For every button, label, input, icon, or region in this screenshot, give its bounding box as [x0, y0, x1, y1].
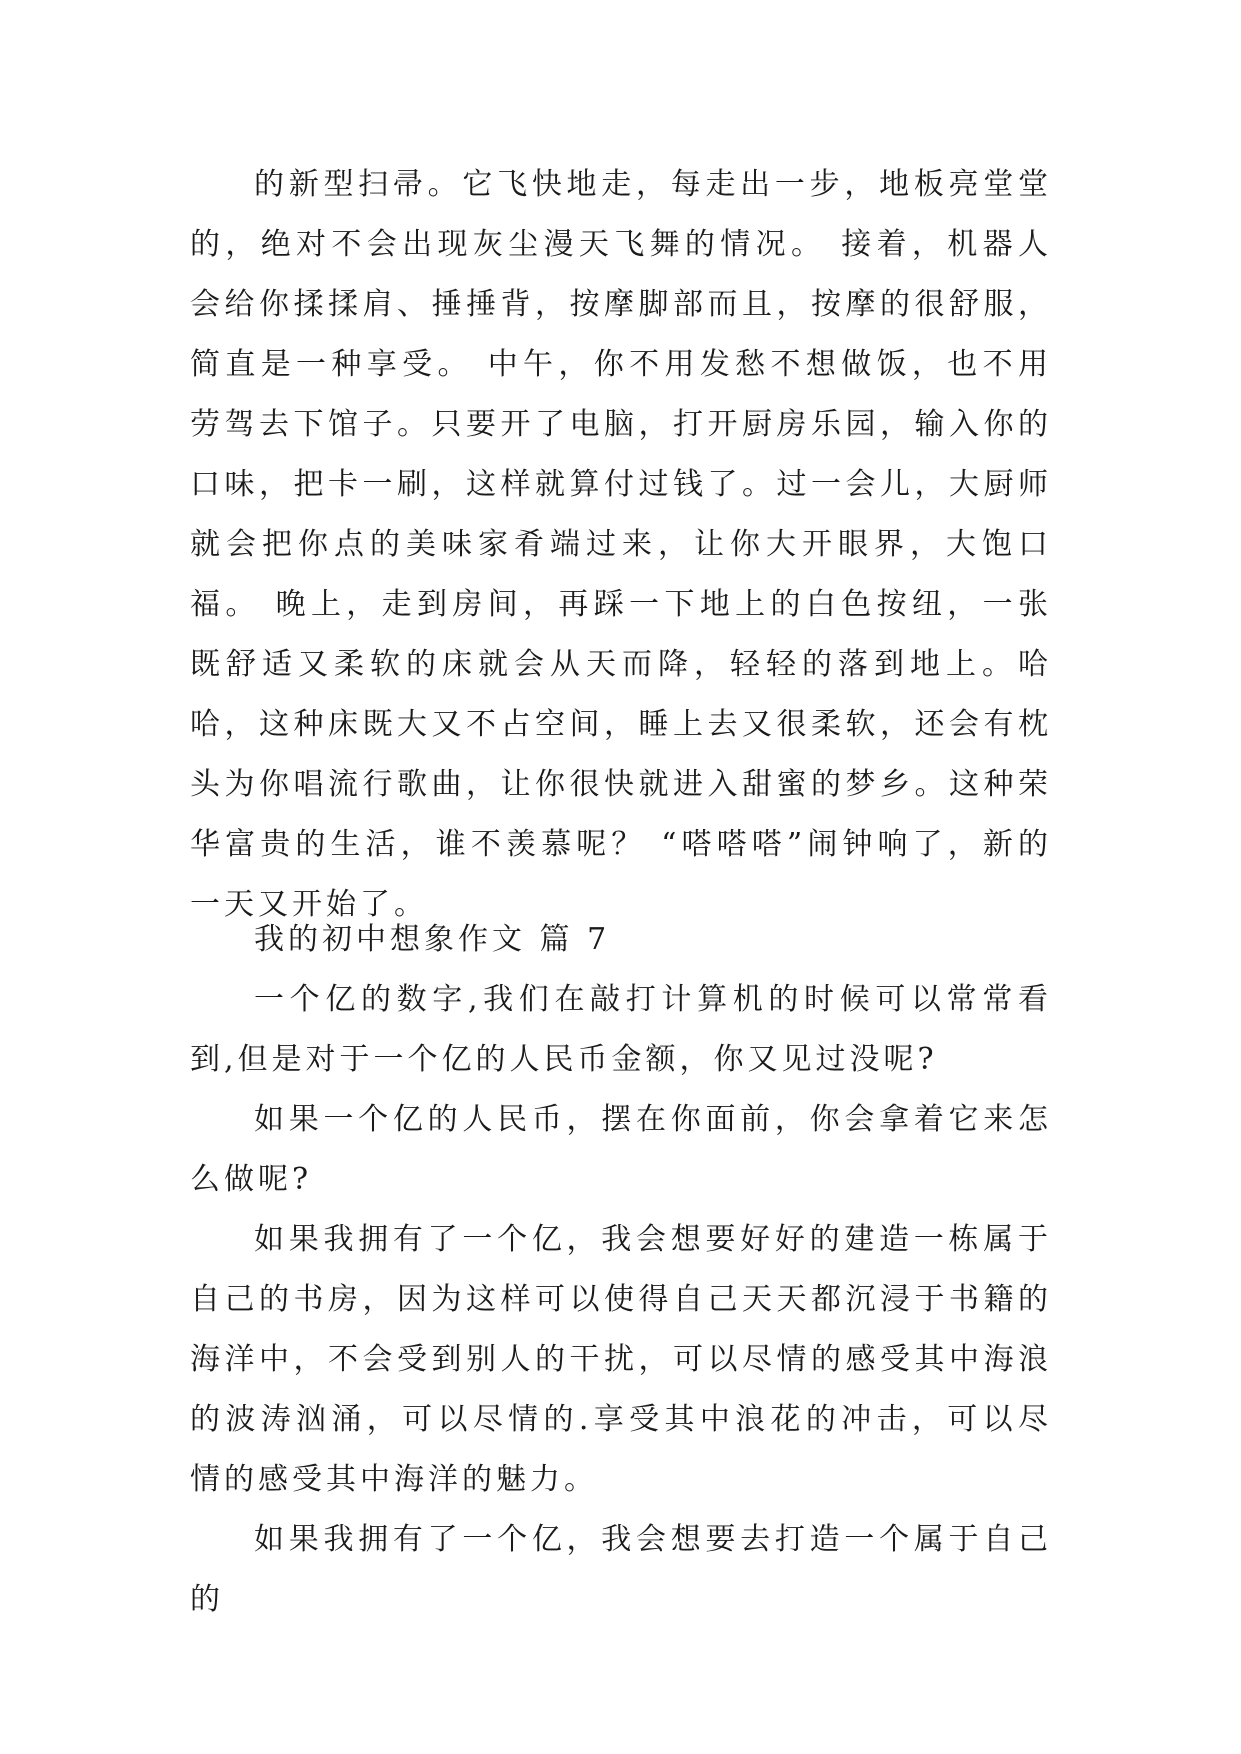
paragraph-3: 如果我拥有了一个亿，我会想要好好的建造一栋属于自己的书房，因为这样可以使得自己天天都沉浸于书籍的海洋中，不会受到别人的干扰，可以尽情的感受其中海浪的波涛汹涌，可以尽情的.享受其中浪花的冲击，可以尽情的感受其中海洋的魅力。 — [190, 1222, 1052, 1497]
paragraph-4: 如果我拥有了一个亿，我会想要去打造一个属于自己的 — [190, 1522, 1052, 1617]
paragraph-1: 一个亿的数字,我们在敲打计算机的时候可以常常看到,但是对于一个亿的人民币金额，你又见过没呢? — [190, 982, 1052, 1077]
continued-essay-section — [190, 155, 1052, 935]
continued-paragraph: 的新型扫帚。它飞快地走，每走出一步，地板亮堂堂的，绝对不会出现灰尘漫天飞舞的情况。 接着，机器人会给你揉揉肩、捶捶背，按摩脚部而且，按摩的很舒服，简直是一种享受。 中午，你不用发愁不想做饭，也不用劳驾去下馆子。只要开了电脑，打开厨房乐园，输入你的口味，把卡一刷，这样就算付过钱了。过一会儿，大厨师就会把你点的美味家肴端过来，让你大开眼界，大饱口福。 晚上，走到房间，再踩一下地上的白色按纽，一张既舒适又柔软的床就会从天而降，轻轻的落到地上。哈哈，这种床既大又不占空间，睡上去又很柔软，还会有枕头为你唱流行歌曲，让你很快就进入甜蜜的梦乡。这种荣华富贵的生活，谁不羡慕呢？ “嗒嗒嗒”闹钟响了，新的一天又开始了。 — [190, 167, 1052, 922]
essay-section-7 — [190, 910, 1052, 1630]
paragraph-2: 如果一个亿的人民币，摆在你面前，你会拿着它来怎么做呢? — [190, 1102, 1052, 1197]
section-heading: 我的初中想象作文 篇 7 — [254, 922, 611, 957]
